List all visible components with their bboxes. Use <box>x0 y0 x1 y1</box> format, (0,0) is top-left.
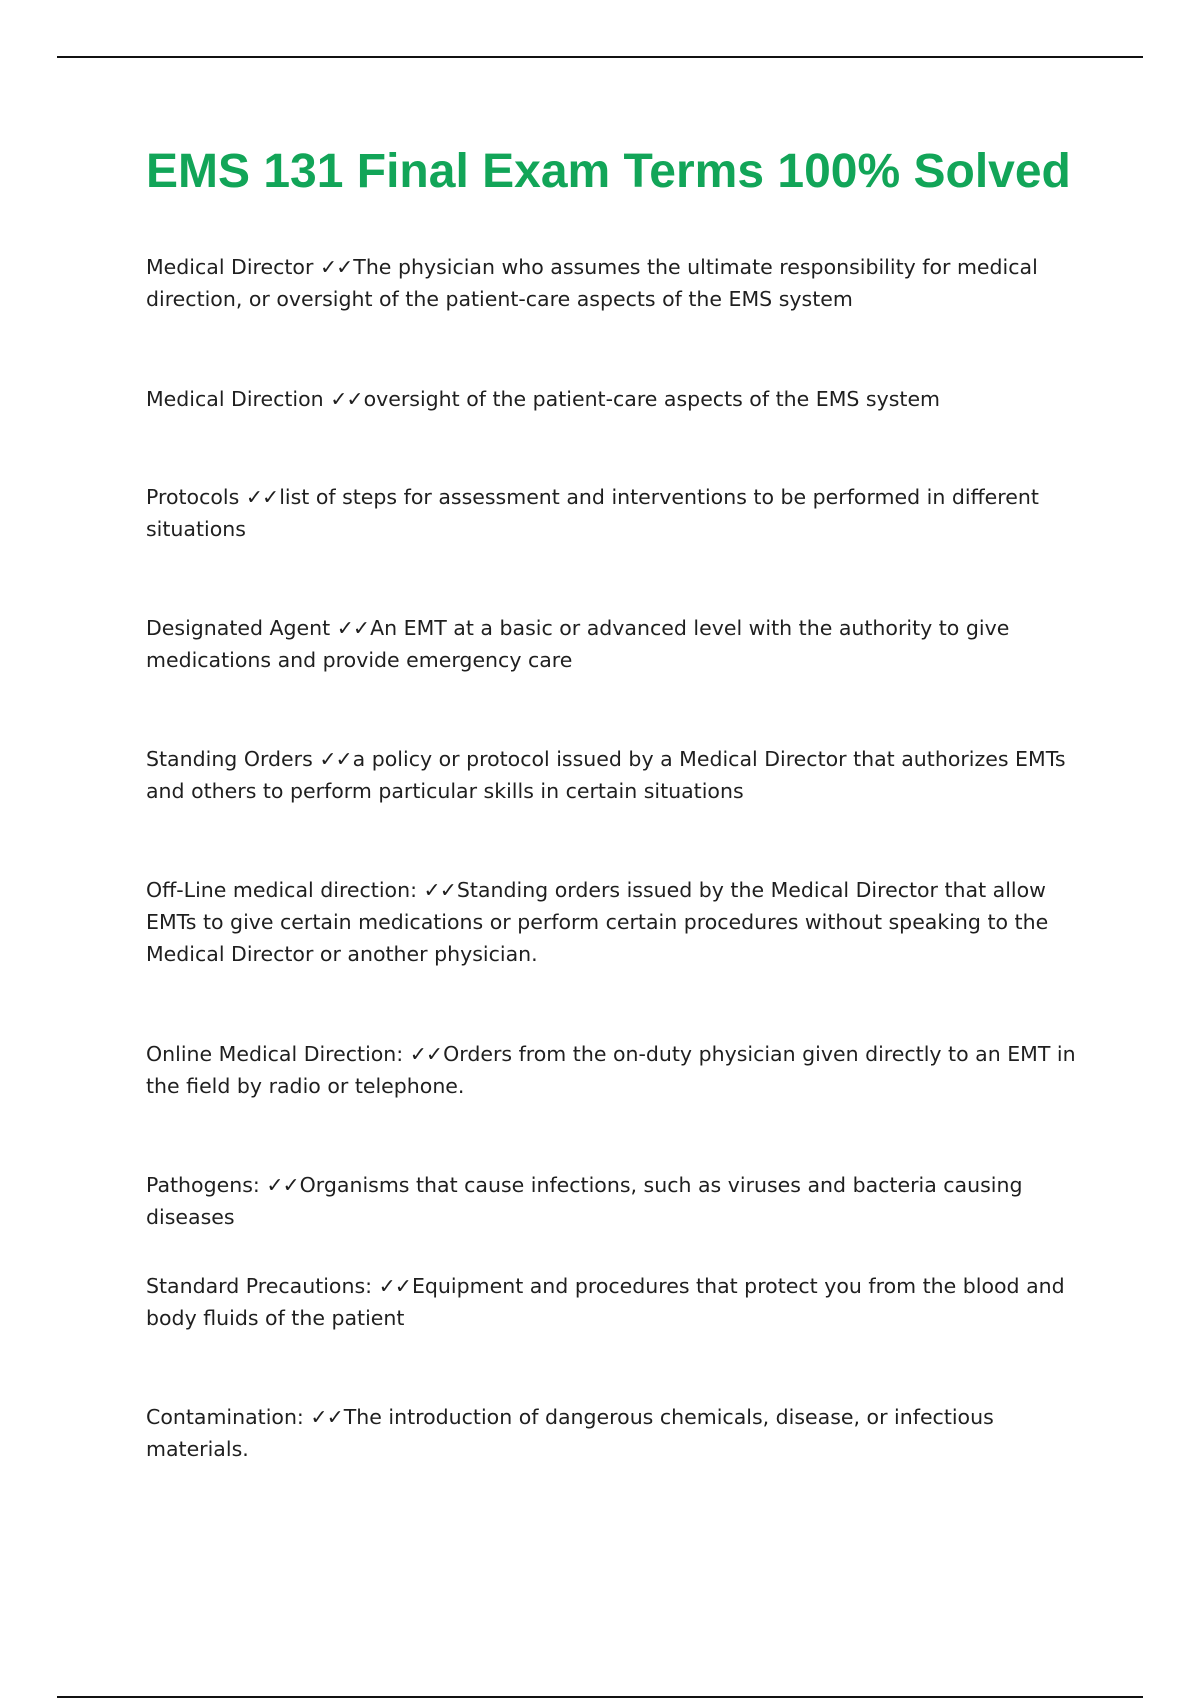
double-check-icon: ✓✓ <box>409 1042 443 1066</box>
term-label: Contamination: <box>146 1405 304 1429</box>
term-definition: list of steps for assessment and interventions to be performed in different situations <box>146 485 1039 541</box>
term-entry-pathogens <box>146 1169 1090 1233</box>
double-check-icon: ✓✓ <box>310 1405 343 1429</box>
term-label: Online Medical Direction: <box>146 1042 404 1066</box>
term-label: Standard Precautions: <box>146 1274 373 1298</box>
term-label: Designated Agent <box>146 616 331 640</box>
term-entry-medical-director <box>146 251 1090 315</box>
double-check-icon: ✓✓ <box>330 387 363 411</box>
term-label: Medical Director <box>146 255 314 279</box>
term-definition: Orders from the on-duty physician given directly to an EMT in the field by radio or telephone. <box>146 1042 1076 1098</box>
term-definition: The physician who assumes the ultimate responsibility for medical direction, or oversight of the patient-care aspects of the EMS system <box>146 255 1038 311</box>
term-entry-protocols <box>146 481 1090 545</box>
term-definition: oversight of the patient-care aspects of the EMS system <box>363 387 941 411</box>
double-check-icon: ✓✓ <box>319 255 353 279</box>
double-check-icon: ✓✓ <box>319 747 352 771</box>
term-entry-standing-orders <box>146 743 1090 807</box>
term-label: Protocols <box>146 485 240 509</box>
term-entry-medical-direction <box>146 383 1090 415</box>
double-check-icon: ✓✓ <box>245 485 279 509</box>
term-entry-standard-precautions <box>146 1270 1090 1334</box>
term-label: Standing Orders <box>146 747 313 771</box>
term-label: Medical Direction <box>146 387 324 411</box>
term-label: Pathogens: <box>146 1173 260 1197</box>
bottom-rule <box>57 1696 1143 1698</box>
page-title: EMS 131 Final Exam Terms 100% Solved <box>146 145 1071 198</box>
double-check-icon: ✓✓ <box>423 878 456 902</box>
double-check-icon: ✓✓ <box>378 1274 411 1298</box>
term-label: Off-Line medical direction: <box>146 878 417 902</box>
double-check-icon: ✓✓ <box>266 1173 299 1197</box>
term-entry-off-line-medical-direction <box>146 874 1090 970</box>
term-definition: The introduction of dangerous chemicals, disease, or infectious materials. <box>146 1405 994 1461</box>
term-entry-online-medical-direction <box>146 1038 1090 1102</box>
term-definition: An EMT at a basic or advanced level with the authority to give medications and provide emergency care <box>146 616 1010 672</box>
term-definition: Equipment and procedures that protect you from the blood and body fluids of the patient <box>146 1274 1065 1330</box>
term-definition: Organisms that cause infections, such as viruses and bacteria causing diseases <box>146 1173 1023 1229</box>
term-entry-contamination <box>146 1401 1090 1465</box>
double-check-icon: ✓✓ <box>336 616 370 640</box>
term-entry-designated-agent <box>146 612 1090 676</box>
term-definition: Standing orders issued by the Medical Director that allow EMTs to give certain medications or perform certain procedures without speaking to the Medical Director or another physician. <box>146 878 1049 966</box>
top-rule <box>57 56 1143 58</box>
term-definition: a policy or protocol issued by a Medical Director that authorizes EMTs and others to perform particular skills in certain situations <box>146 747 1066 803</box>
